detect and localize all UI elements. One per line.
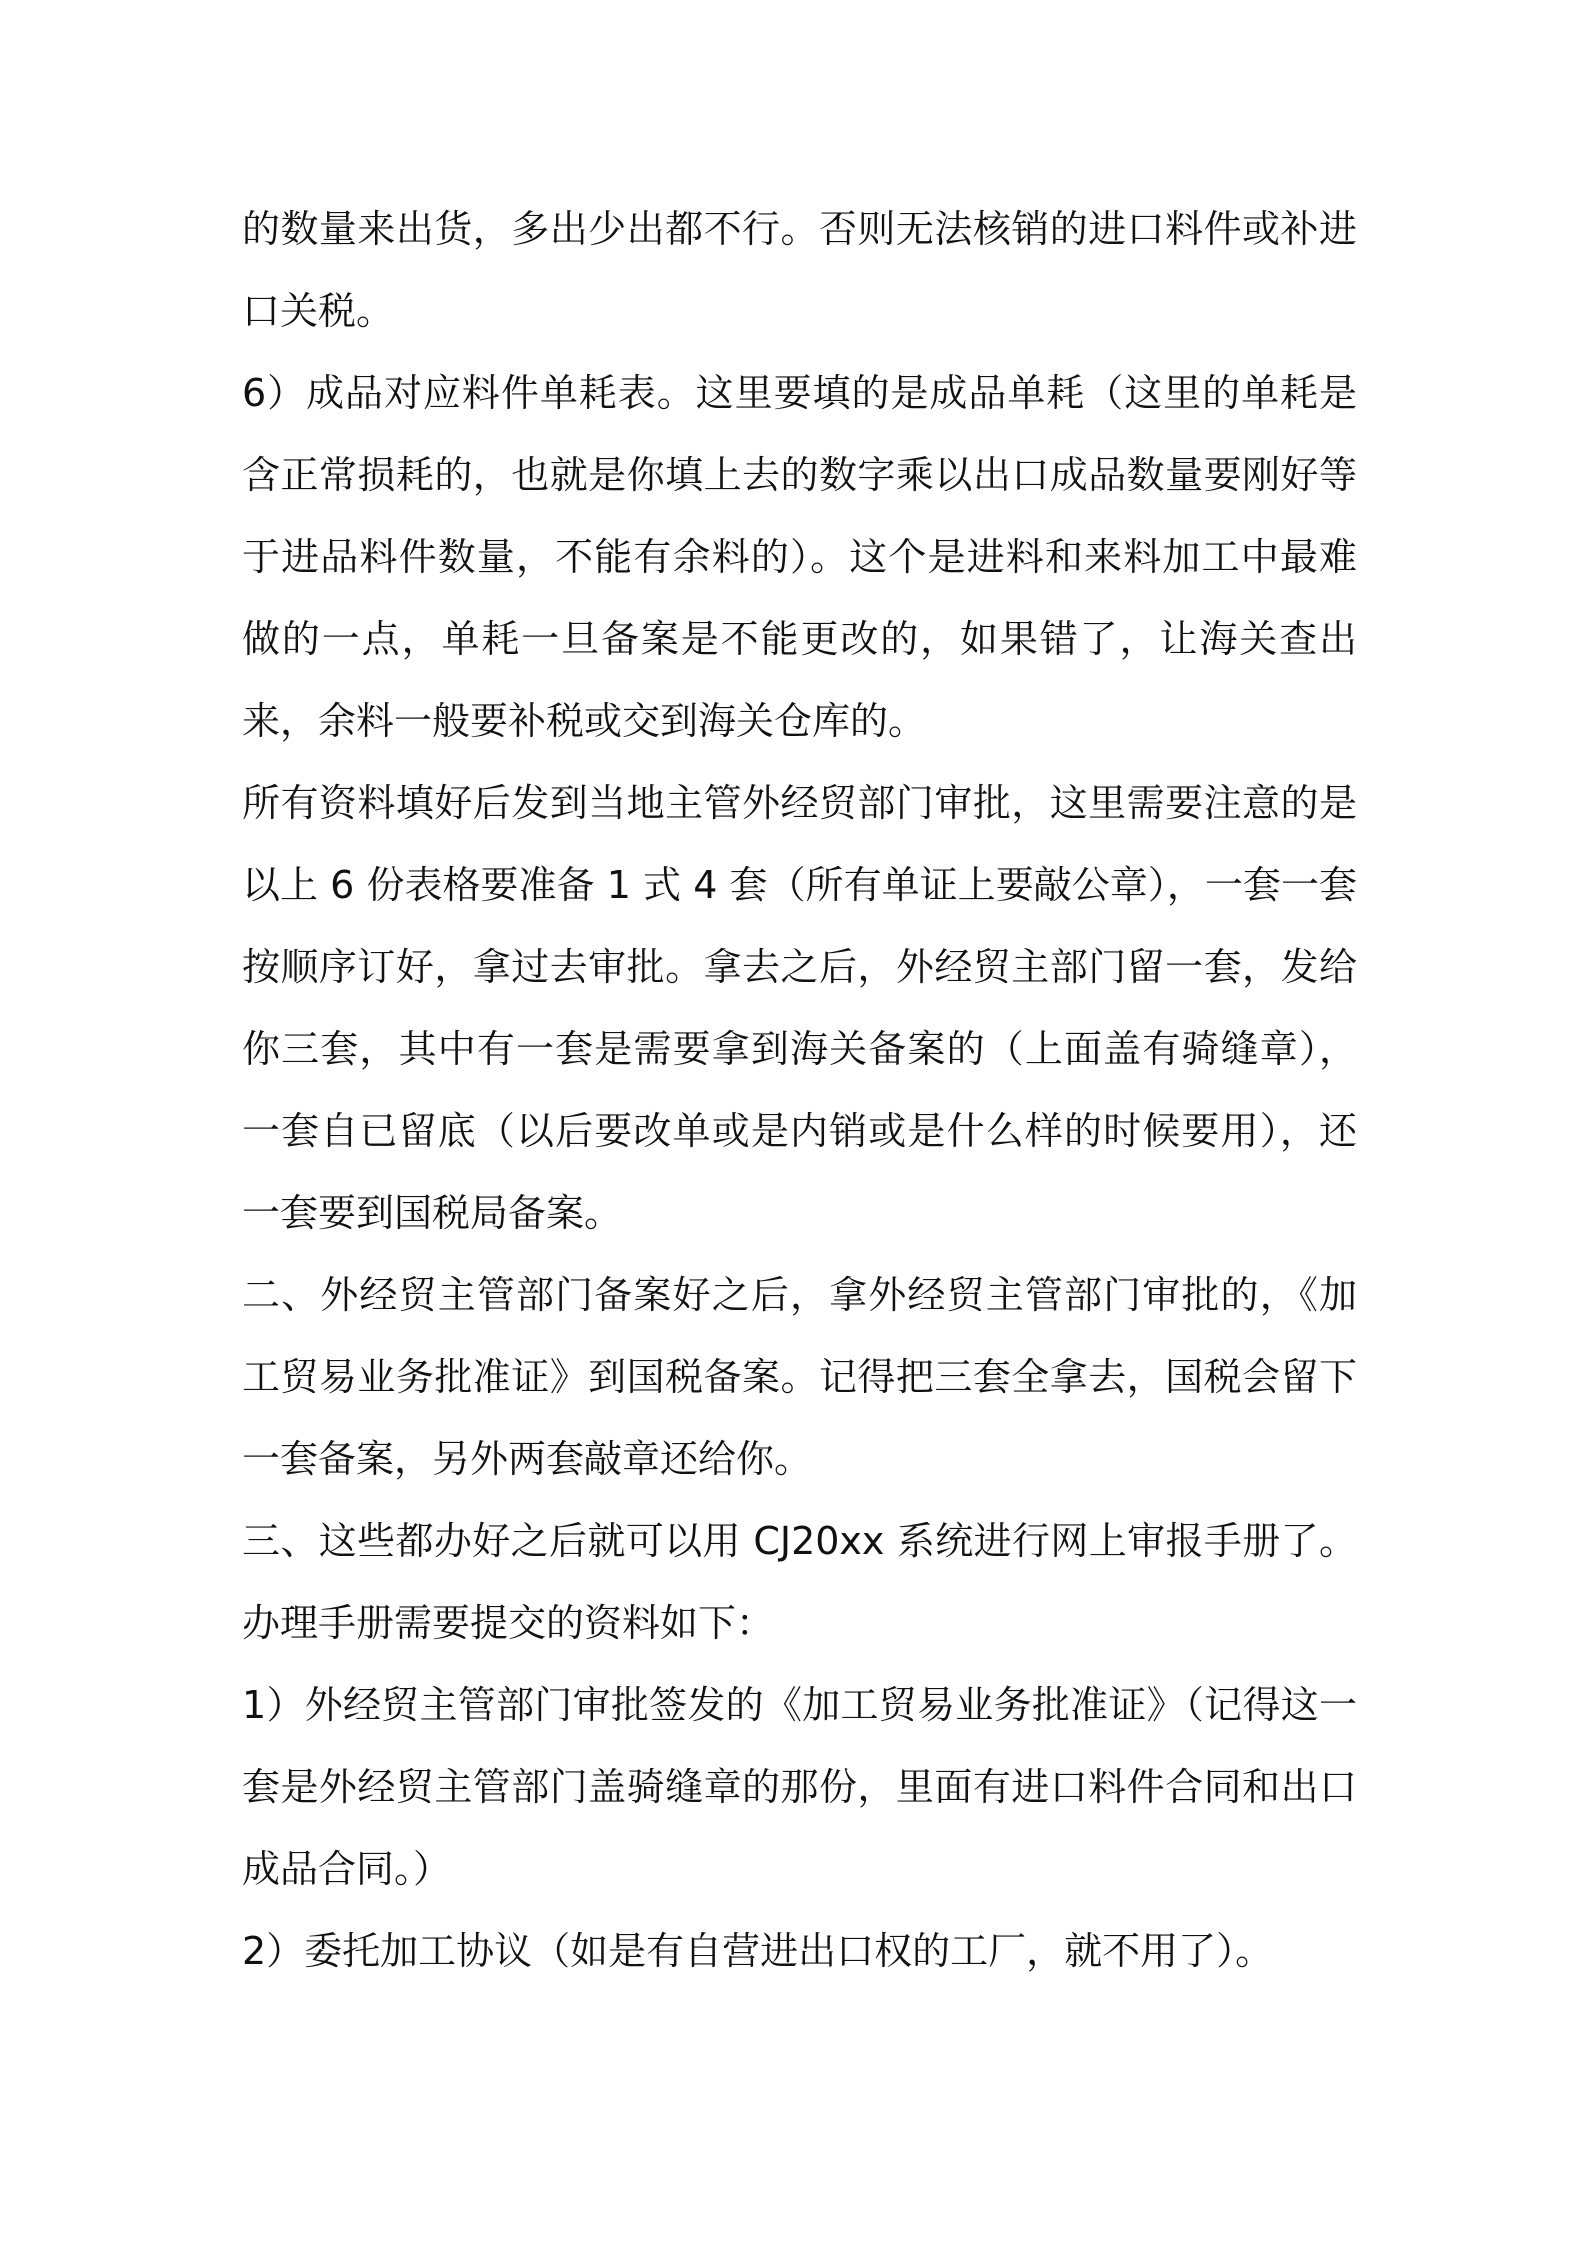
paragraph-consumption-table: 6）成品对应料件单耗表。这里要填的是成品单耗（这里的单耗是含正常损耗的，也就是你填上去的数字乘以出口成品数量要刚好等于进品料件数量，不能有余料的）。这个是进料和来料加工中最难做的一点，单耗一旦备案是不能更改的，如果错了，让海关查出来，余料一般要补税或交到海关仓库的。 bbox=[242, 371, 1357, 743]
paragraph-online-manual-filing: 三、这些都办好之后就可以用 CJ20xx 系统进行网上审报手册了。办理手册需要提交的资料如下： bbox=[242, 1519, 1357, 1645]
paragraph-processing-agreement: 2）委托加工协议（如是有自营进出口权的工厂，就不用了）。 bbox=[242, 1929, 1274, 1973]
paragraph-tax-bureau-filing: 二、外经贸主管部门备案好之后，拿外经贸主管部门审批的，《加工贸易业务批准证》到国税备案。记得把三套全拿去，国税会留下一套备案，另外两套敲章还给你。 bbox=[242, 1273, 1357, 1481]
paragraph-export-quantity: 的数量来出货，多出少出都不行。否则无法核销的进口料件或补进口关税。 bbox=[242, 207, 1357, 333]
paragraph-approval-certificate: 1）外经贸主管部门审批签发的《加工贸易业务批准证》（记得这一套是外经贸主管部门盖骑缝章的那份，里面有进口料件合同和出口成品合同。） bbox=[242, 1683, 1357, 1891]
document-page bbox=[242, 188, 1357, 1992]
paragraph-approval-process: 所有资料填好后发到当地主管外经贸部门审批，这里需要注意的是以上 6 份表格要准备 1 式 4 套（所有单证上要敲公章），一套一套按顺序订好，拿过去审批。拿去之后，外经贸主部门留一套，发给你三套，其中有一套是需要拿到海关备案的（上面盖有骑缝章），一套自已留底（以后要改单或是内销或是什么样的时候要用），还一套要到国税局备案。 bbox=[242, 781, 1357, 1235]
